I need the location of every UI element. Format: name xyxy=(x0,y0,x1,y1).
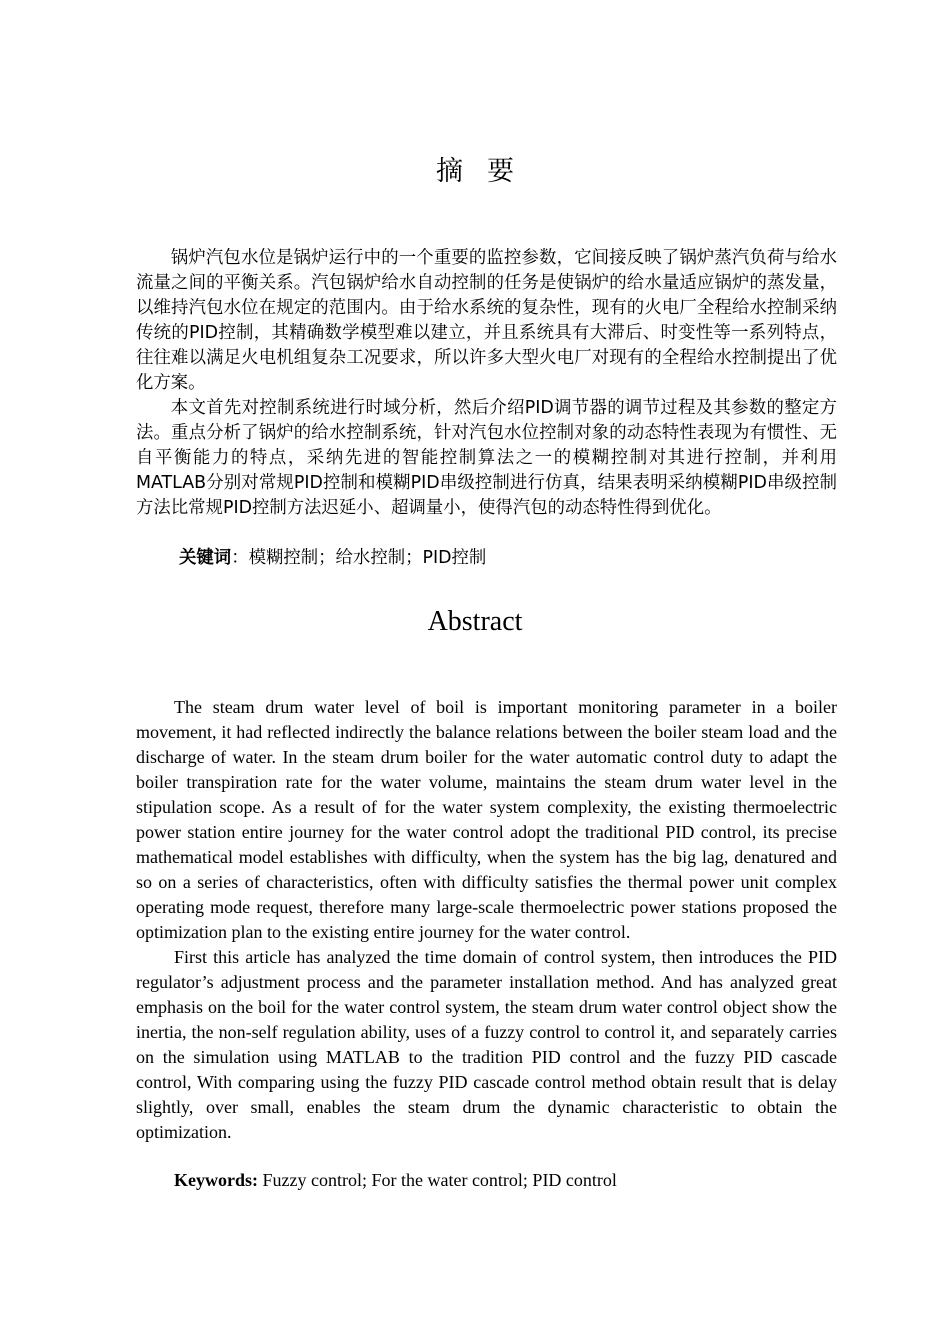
english-keywords xyxy=(174,1168,617,1193)
chinese-abstract-paragraph: 本文首先对控制系统进行时域分析，然后介绍PID调节器的调节过程及其参数的整定方法。重点分析了锅炉的给水控制系统，针对汽包水位控制对象的动态特性表现为有惯性、无自平衡能力的特点，采纳先进的智能控制算法之一的模糊控制对其进行控制，并利用MATLAB分别对常规PID控制和模糊PID串级控制进行仿真，结果表明采纳模糊PID串级控制方法比常规PID控制方法迟延小、超调量小，使得汽包的动态特性得到优化。 xyxy=(136,398,837,518)
chinese-keywords xyxy=(179,546,486,571)
english-abstract-paragraph: First this article has analyzed the time domain of control system, then introduces the PID regulator’s adjustment process and the parameter installation method. And has analyzed great emphasis on the boil for the water control system, the steam drum water control object show the inertia, the non-self regulation ability, uses of a fuzzy control to control it, and separately carries on the simulation using MATLAB to the tradition PID control and the fuzzy PID cascade control, With comparing using the fuzzy PID cascade control method obtain result that is delay slightly, over small, enables the steam drum the dynamic characteristic to obtain the optimization. xyxy=(136,947,837,1142)
chinese-abstract-body xyxy=(136,246,837,521)
chinese-keywords-text: ：模糊控制；给水控制；PID控制 xyxy=(231,548,487,568)
chinese-abstract-paragraph: 锅炉汽包水位是锅炉运行中的一个重要的监控参数，它间接反映了锅炉蒸汽负荷与给水流量之间的平衡关系。汽包锅炉给水自动控制的任务是使锅炉的给水量适应锅炉的蒸发量，以维持汽包水位在规定的范围内。由于给水系统的复杂性，现有的火电厂全程给水控制采纳传统的PID控制，其精确数学模型难以建立，并且系统具有大滞后、时变性等一系列特点，往往难以满足火电机组复杂工况要求，所以许多大型火电厂对现有的全程给水控制提出了优化方案。 xyxy=(136,248,837,393)
chinese-abstract-title: 摘要 xyxy=(436,156,538,187)
english-abstract-title: Abstract xyxy=(427,606,523,637)
english-abstract-body xyxy=(136,695,837,1145)
english-abstract-paragraph: The steam drum water level of boil is important monitoring parameter in a boiler movement, it had reflected indirectly the balance relations between the boiler steam load and the discharge of water. In the steam drum boiler for the water automatic control duty to adapt the boiler transpiration rate for the water volume, maintains the steam drum water level in the stipulation scope. As a result of for the water system complexity, the existing thermoelectric power station entire journey for the water control adopt the traditional PID control, its precise mathematical model establishes with difficulty, when the system has the big lag, denatured and so on a series of characteristics, often with difficulty satisfies the thermal power unit complex operating mode request, therefore many large-scale thermoelectric power stations proposed the optimization plan to the existing entire journey for the water control. xyxy=(136,697,837,942)
chinese-keywords-label: 关键词 xyxy=(179,548,232,568)
english-keywords-text: Fuzzy control; For the water control; PID control xyxy=(258,1170,617,1190)
english-keywords-label: Keywords: xyxy=(174,1170,258,1190)
